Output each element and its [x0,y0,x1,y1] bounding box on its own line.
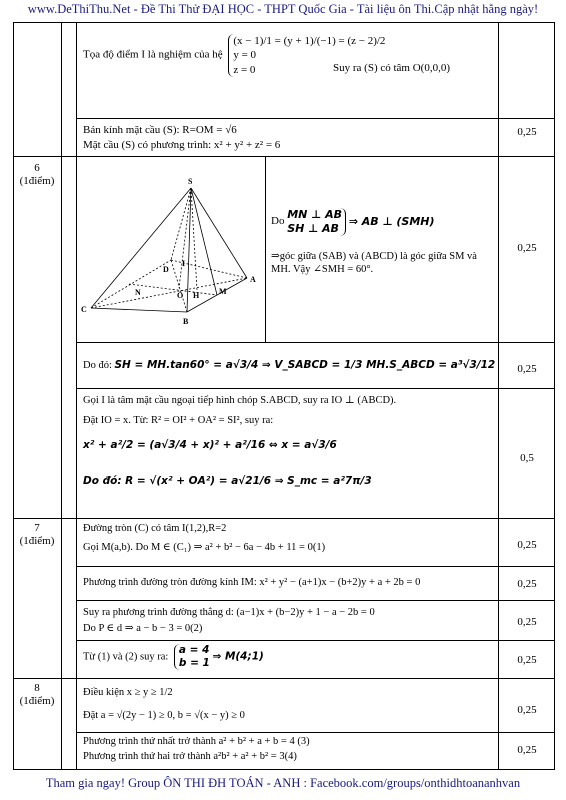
q6-angle-text [271,250,495,276]
q6-score3: 0,5 [520,452,534,464]
pyramid-figure [79,160,263,338]
solution-table [13,22,555,770]
label-S: S [188,177,193,186]
table-border-left [13,22,14,770]
q6-score2: 0,25 [517,363,537,375]
table-divider-step [76,22,77,770]
q7-line3: Phương trình đường tròn đường kính IM: x² + y² − (a+1)x − (b+2)y + a + 2b = 0 [83,577,421,588]
q5-eq1: (x − 1)/1 = (y + 1)/(−1) = (z − 2)/2 [233,35,386,47]
q7-row1 [83,522,495,554]
row-divider [76,118,555,119]
segment-SH [191,188,197,290]
q5-center-lead: Tọa độ điểm I là nghiệm của hệ [83,48,223,61]
q6-sphere-block [83,394,495,489]
site-header: www.DeThiThu.Net - Đề Thi Thử ĐẠI HỌC - THPT Quốc Gia - Tài liệu ôn Thi.Cập nhật hằng ngày! [27,2,539,16]
q6-sphere-line2: Đặt IO = x. Từ: R² = OI² + OA² = SI², suy ra: [83,414,274,426]
q7-line4: Suy ra phương trình đường thẳng d: (a−1)x + (b−2)y + 1 − a − 2b = 0 [83,607,375,618]
q5-eq2: y = 0 [233,49,257,62]
q7-label [13,522,61,548]
edge-SA [191,188,247,278]
table-border-bottom [13,769,555,770]
label-B: B [183,317,189,326]
q5-center-result: Suy ra (S) có tâm O(0,0,0) [333,62,451,74]
label-N: N [135,288,141,297]
edge-SB [187,188,191,312]
table-border-top [13,22,555,23]
q5-sphere-lead: Mặt cầu (S) có phương trình: [83,139,212,151]
q8-points: (1điểm) [19,695,55,708]
q8-score2: 0,25 [517,744,537,756]
q6-perp-block [271,208,495,236]
row-divider [76,342,555,343]
row-divider [76,640,555,641]
q7-line1: Đường tròn (C) có tâm I(1,2),R=2 [83,523,227,534]
q6-do-word: Do [271,214,285,227]
q6-volume-eq: SH = MH.tan60° = a√3/4 ⇒ V_SABCD = 1/3 MH.S_ABCD = a³√3/12 [114,359,496,371]
q8-line3: Phương trình thứ nhất trở thành a² + b² + a + b = 4 (3) [83,736,310,747]
q8-line4: Phương trình thứ hai trở thành a²b² + a² + b² = 3(4) [83,751,297,763]
label-H: H [193,291,200,300]
q7-system [174,644,210,670]
question-divider-8 [13,678,555,679]
segment-SM [191,188,217,295]
q6-sphere-line1: Gọi I là tâm mặt cầu ngoại tiếp hình chóp S.ABCD, suy ra IO ⊥ (ABCD). [83,395,397,406]
q5-sphere-line [83,139,280,153]
row-divider [76,732,555,733]
q7-row4 [83,644,495,670]
q6-perp1: MN ⊥ AB [287,208,342,221]
q6-points: (1điểm) [19,175,55,188]
site-footer: Tham gia ngay! Group ÔN THI ĐH TOÁN - ANH : Facebook.com/groups/onthidhtoananhvan [45,776,521,790]
q8-row1 [83,686,495,722]
row-divider [76,566,555,567]
question-divider-7 [13,518,555,519]
edge-CB [91,308,187,312]
q7-sys2: b = 1 [178,657,210,670]
q7-line5: Do P ∈ d ⇒ a − b − 3 = 0(2) [83,623,203,635]
edge-SD [171,188,191,260]
q7-points: (1điểm) [19,535,55,548]
q7-score2: 0,25 [517,578,537,590]
q6-sphere-line3: x² + a²/2 = (a√3/4 + x)² + a²/16 ⇔ x = a√3/6 [83,439,337,452]
segment-NM [129,284,217,295]
q6-number: 6 [34,162,40,174]
row-divider [76,388,555,389]
q6-perp2: SH ⊥ AB [287,221,339,235]
figure-divider [265,156,266,342]
label-D: D [163,265,169,274]
q8-line2: Đặt a = √(2y − 1) ≥ 0, b = √(x − y) ≥ 0 [83,710,245,722]
q7-score3: 0,25 [517,616,537,628]
q6-volume-line [83,359,495,372]
edge-SC [91,188,191,308]
q6-label [13,162,61,188]
table-divider-question [61,22,62,770]
q7-number: 7 [34,522,40,534]
label-A: A [250,275,256,284]
q5-radius-line: Bán kính mặt cầu (S): R=OM = √6 [83,124,237,136]
q5-eq3: z = 0 [233,63,256,76]
q5-score: 0,25 [517,126,537,138]
q6-score1: 0,25 [517,242,537,254]
label-I: I [182,259,186,268]
q6-perp-system [287,208,346,236]
q7-sys1: a = 4 [178,644,210,656]
q7-score4: 0,25 [517,654,537,666]
q7-line2: Gọi M(a,b). Do M ∈ (C₁) ⇒ a² + b² − 6a − 4b + 11 = 0(1) [83,542,326,554]
q6-angle-line2: MH. Vậy ∠SMH = 60°. [271,264,374,276]
q5-sphere-eq: x² + y² + z² = 6 [213,139,281,151]
q6-volume-lead: Do đó: [83,360,112,371]
q6-angle-line1: ⇒góc giữa (SAB) và (ABCD) là góc giữa SM và [271,251,477,262]
q8-label [13,682,61,708]
label-C: C [81,305,87,314]
q8-number: 8 [34,682,40,694]
q7-row3 [83,606,495,635]
question-divider-6 [13,156,555,157]
q6-perp-result: ⇒ AB ⊥ (SMH) [348,214,435,228]
q8-score1: 0,25 [517,704,537,716]
label-O: O [177,291,184,300]
q8-row2 [83,735,495,763]
q7-score1: 0,25 [517,539,537,551]
label-M: M [219,287,227,296]
q6-sphere-line4: Do đó: R = √(x² + OA²) = a√21/6 ⇒ S_mc = a²7π/3 [83,474,372,487]
q8-line1: Điều kiện x ≥ y ≥ 1/2 [83,687,173,698]
q7-line6-result: ⇒ M(4;1) [212,650,264,663]
row-divider [76,600,555,601]
q7-line6-lead: Từ (1) và (2) suy ra: [83,651,169,663]
